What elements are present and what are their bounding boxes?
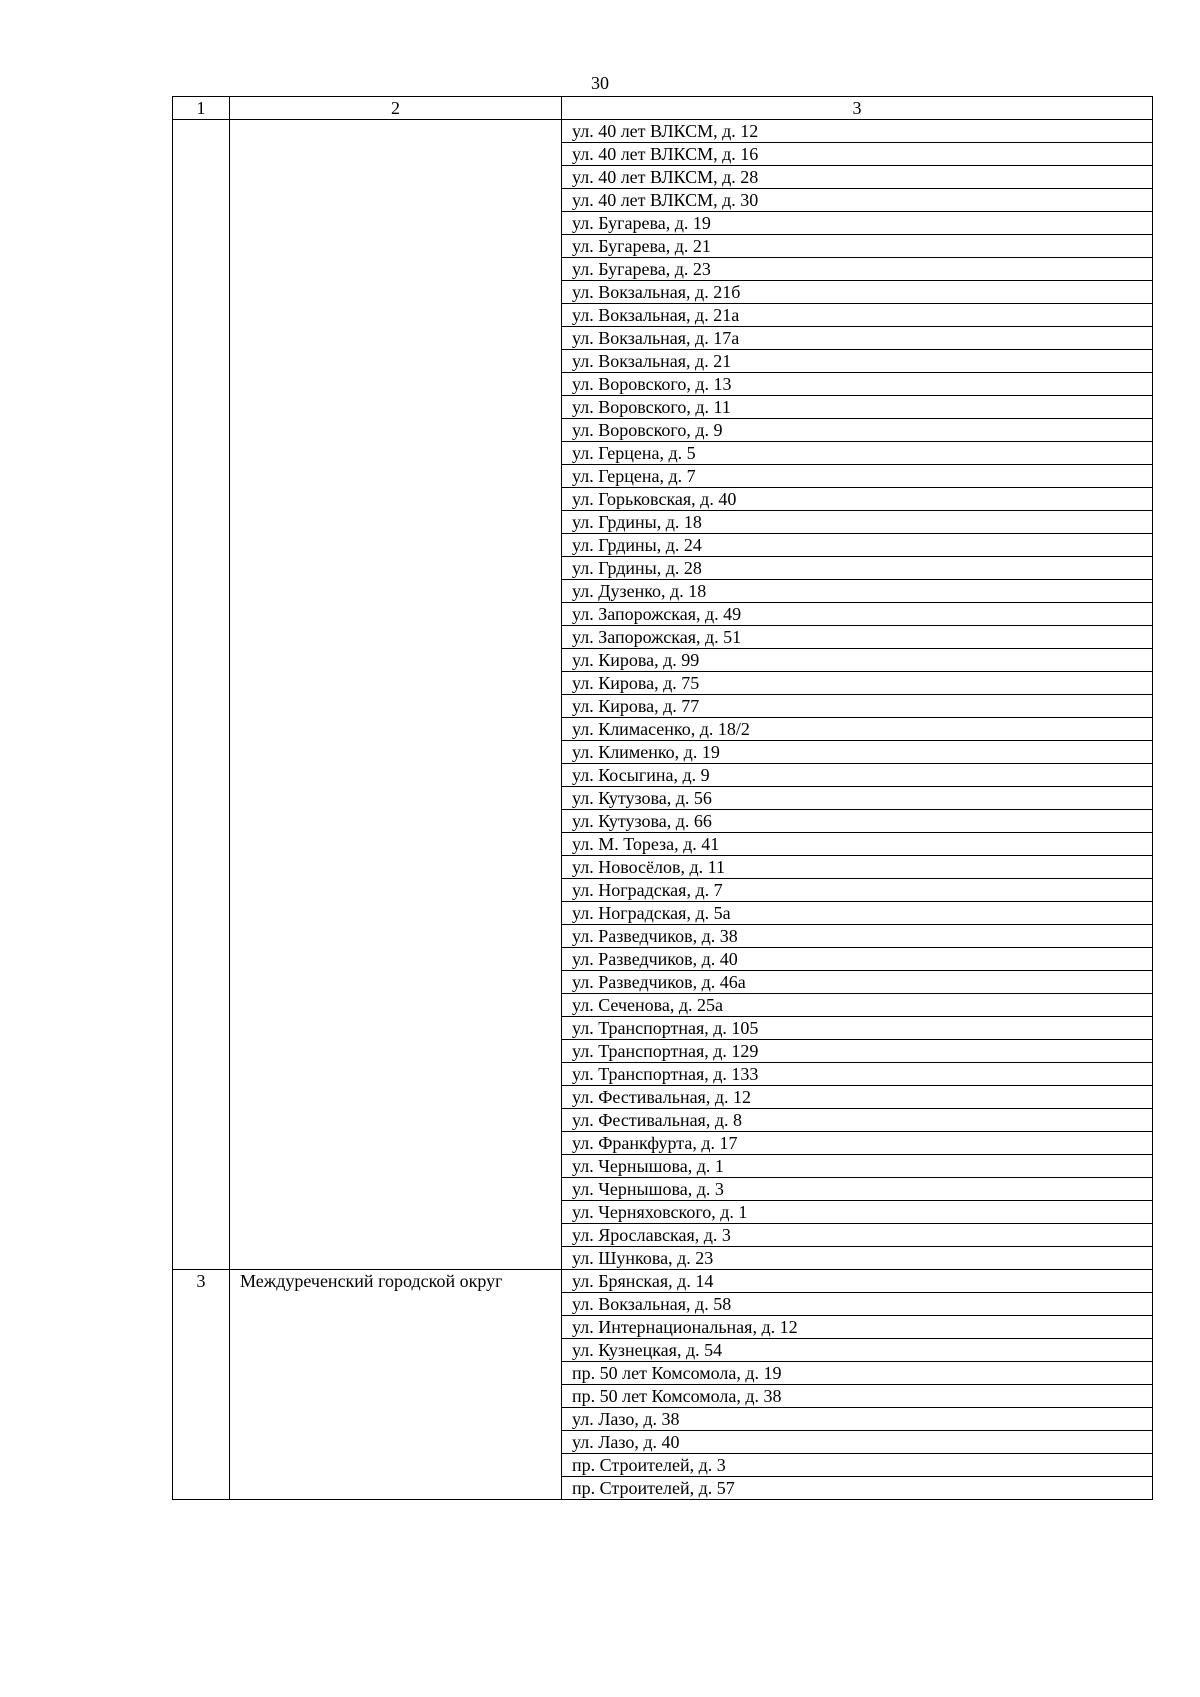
column-header-district: 2 [230, 97, 562, 120]
address-cell: ул. Герцена, д. 7 [562, 465, 1153, 488]
table-header [173, 97, 1153, 120]
page-number: 30 [591, 73, 609, 93]
table-body [173, 120, 1153, 1500]
address-cell: ул. Франкфурта, д. 17 [562, 1132, 1153, 1155]
address-cell: ул. Запорожская, д. 51 [562, 626, 1153, 649]
address-cell: ул. Фестивальная, д. 12 [562, 1086, 1153, 1109]
address-cell: ул. 40 лет ВЛКСМ, д. 16 [562, 143, 1153, 166]
column-header-address: 3 [562, 97, 1153, 120]
address-cell: ул. Ярославская, д. 3 [562, 1224, 1153, 1247]
group-number: 3 [173, 1270, 230, 1500]
address-cell: ул. Бугарева, д. 21 [562, 235, 1153, 258]
address-cell: ул. Ноградская, д. 5а [562, 902, 1153, 925]
group-number [173, 120, 230, 1270]
address-cell: ул. Запорожская, д. 49 [562, 603, 1153, 626]
address-cell: пр. Строителей, д. 57 [562, 1477, 1153, 1500]
column-header-number: 1 [173, 97, 230, 120]
address-cell: ул. Вокзальная, д. 21а [562, 304, 1153, 327]
address-cell: ул. Кутузова, д. 56 [562, 787, 1153, 810]
address-cell: ул. Лазо, д. 38 [562, 1408, 1153, 1431]
address-cell: ул. 40 лет ВЛКСМ, д. 12 [562, 120, 1153, 143]
address-cell: ул. Климасенко, д. 18/2 [562, 718, 1153, 741]
address-cell: ул. Грдины, д. 18 [562, 511, 1153, 534]
address-cell: ул. Транспортная, д. 105 [562, 1017, 1153, 1040]
address-cell: ул. Транспортная, д. 133 [562, 1063, 1153, 1086]
address-cell: ул. Кирова, д. 77 [562, 695, 1153, 718]
address-cell: ул. Разведчиков, д. 46а [562, 971, 1153, 994]
address-cell: ул. Новосёлов, д. 11 [562, 856, 1153, 879]
address-table [172, 96, 1153, 1500]
address-cell: ул. Грдины, д. 24 [562, 534, 1153, 557]
address-cell: ул. Воровского, д. 9 [562, 419, 1153, 442]
address-cell: ул. Вокзальная, д. 58 [562, 1293, 1153, 1316]
address-cell: ул. Косыгина, д. 9 [562, 764, 1153, 787]
district-name [230, 120, 562, 1270]
address-cell: ул. Клименко, д. 19 [562, 741, 1153, 764]
address-cell: ул. Вокзальная, д. 17а [562, 327, 1153, 350]
address-cell: пр. 50 лет Комсомола, д. 19 [562, 1362, 1153, 1385]
address-cell: ул. Фестивальная, д. 8 [562, 1109, 1153, 1132]
address-cell: ул. Кирова, д. 99 [562, 649, 1153, 672]
address-cell: ул. Лазо, д. 40 [562, 1431, 1153, 1454]
address-cell: ул. Воровского, д. 11 [562, 396, 1153, 419]
address-cell: ул. Горьковская, д. 40 [562, 488, 1153, 511]
address-cell: ул. Ноградская, д. 7 [562, 879, 1153, 902]
address-cell: ул. Черняховского, д. 1 [562, 1201, 1153, 1224]
address-cell: ул. Герцена, д. 5 [562, 442, 1153, 465]
address-cell: ул. Бугарева, д. 23 [562, 258, 1153, 281]
address-cell: ул. 40 лет ВЛКСМ, д. 28 [562, 166, 1153, 189]
address-cell: ул. Транспортная, д. 129 [562, 1040, 1153, 1063]
address-cell: ул. Воровского, д. 13 [562, 373, 1153, 396]
address-cell: ул. Дузенко, д. 18 [562, 580, 1153, 603]
address-cell: ул. Сеченова, д. 25а [562, 994, 1153, 1017]
address-cell: ул. Интернациональная, д. 12 [562, 1316, 1153, 1339]
address-cell: ул. Чернышова, д. 3 [562, 1178, 1153, 1201]
address-cell: ул. Кузнецкая, д. 54 [562, 1339, 1153, 1362]
address-cell: ул. Чернышова, д. 1 [562, 1155, 1153, 1178]
address-cell: ул. 40 лет ВЛКСМ, д. 30 [562, 189, 1153, 212]
address-cell: ул. Кирова, д. 75 [562, 672, 1153, 695]
address-cell: ул. Кутузова, д. 66 [562, 810, 1153, 833]
address-cell: ул. М. Тореза, д. 41 [562, 833, 1153, 856]
address-cell: пр. 50 лет Комсомола, д. 38 [562, 1385, 1153, 1408]
table-row [173, 1270, 1153, 1293]
address-cell: ул. Бугарева, д. 19 [562, 212, 1153, 235]
address-cell: ул. Брянская, д. 14 [562, 1270, 1153, 1293]
address-cell: ул. Шункова, д. 23 [562, 1247, 1153, 1270]
address-cell: ул. Грдины, д. 28 [562, 557, 1153, 580]
header-row [173, 97, 1153, 120]
address-cell: ул. Вокзальная, д. 21б [562, 281, 1153, 304]
address-cell: ул. Разведчиков, д. 40 [562, 948, 1153, 971]
district-name: Междуреченский городской округ [230, 1270, 562, 1500]
table-row [173, 120, 1153, 143]
address-cell: ул. Вокзальная, д. 21 [562, 350, 1153, 373]
address-cell: ул. Разведчиков, д. 38 [562, 925, 1153, 948]
address-cell: пр. Строителей, д. 3 [562, 1454, 1153, 1477]
